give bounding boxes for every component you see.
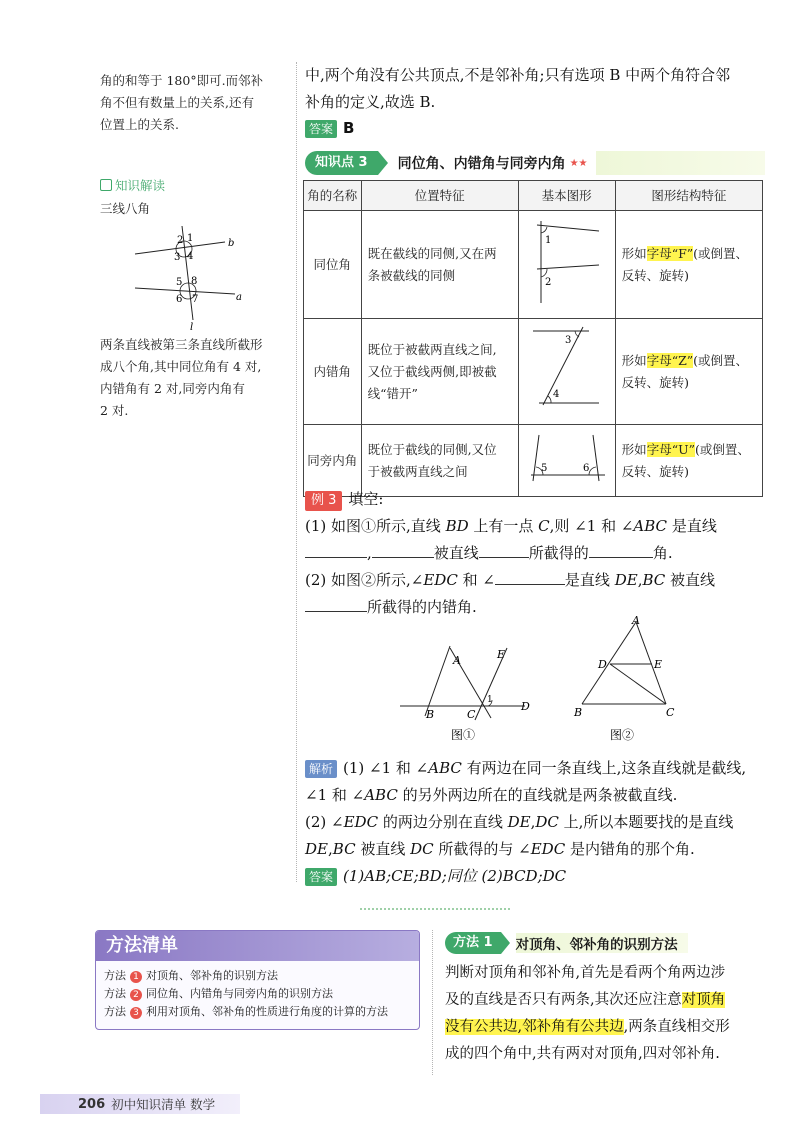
section-divider bbox=[360, 908, 510, 910]
text: 和 ∠ bbox=[457, 571, 495, 589]
basic-figure bbox=[518, 319, 615, 425]
insight-title: 三线八角 bbox=[100, 201, 151, 216]
cell-line: 既位于截线的同侧,又位 bbox=[367, 441, 497, 457]
structure-feature bbox=[615, 319, 762, 425]
fig2-label: B bbox=[574, 706, 583, 719]
column-divider bbox=[432, 930, 433, 1075]
table-row bbox=[304, 211, 763, 319]
text: 所截得的内错角. bbox=[367, 598, 477, 616]
insight-label bbox=[100, 176, 165, 194]
highlight-text: 对顶角 bbox=[681, 992, 726, 1008]
sidebar-description bbox=[100, 334, 290, 422]
text: 被直线 bbox=[665, 571, 716, 589]
cell-line: 又位于截线两侧,即被截 bbox=[367, 363, 497, 379]
answer-blank[interactable] bbox=[589, 541, 653, 558]
angle-name: 同旁内角 bbox=[304, 425, 362, 497]
cell-line: 线“错开” bbox=[367, 385, 418, 401]
angle-name: 同位角 bbox=[304, 211, 362, 319]
table-header: 角的名称 bbox=[304, 181, 362, 211]
column-divider bbox=[296, 62, 297, 882]
method-number-badge: 1 bbox=[130, 971, 142, 983]
text: 上,所以本题要找的是直线 bbox=[558, 813, 734, 831]
book-title: 初中知识清单 数学 bbox=[111, 1097, 216, 1112]
question-1-line bbox=[305, 513, 775, 540]
text: ,两条直线相交形 bbox=[623, 1019, 730, 1035]
diagram-label: a bbox=[236, 292, 242, 303]
text: ∠1 和 ∠ bbox=[305, 786, 365, 804]
sidebar-note bbox=[100, 70, 290, 136]
knowledge-header bbox=[305, 150, 765, 176]
text: 同位角、内错角与同旁内角的识别方法 bbox=[146, 987, 333, 1000]
diagram-label: 3 bbox=[174, 252, 181, 263]
answer-blank[interactable] bbox=[372, 541, 434, 558]
answer-label: 答案 bbox=[305, 120, 337, 138]
text: BC bbox=[642, 571, 666, 589]
text: 上有一点 bbox=[468, 517, 539, 535]
method-list-header bbox=[96, 931, 419, 961]
question-2-blanks bbox=[305, 594, 775, 621]
f-shape-figure bbox=[519, 211, 615, 311]
feature-suffix: (或倒置、 bbox=[693, 352, 749, 368]
sidebar-note-line: 位置上的关系. bbox=[100, 117, 179, 132]
method-number-badge: 2 bbox=[130, 989, 142, 1001]
basic-figure bbox=[518, 211, 615, 319]
table-header: 图形结构特征 bbox=[615, 181, 762, 211]
diagram-label: 2 bbox=[177, 235, 184, 246]
table-row bbox=[304, 319, 763, 425]
text-line bbox=[445, 1014, 775, 1041]
feature-line: 反转、旋转) bbox=[621, 374, 690, 390]
feature-suffix: (或倒置、 bbox=[693, 245, 749, 261]
method-list-item[interactable] bbox=[104, 985, 411, 1003]
method-number-badge: 3 bbox=[130, 1007, 142, 1019]
sidebar-desc-line: 两条直线被第三条直线所截形 bbox=[100, 337, 263, 352]
text: 方法 bbox=[104, 987, 126, 1000]
book-icon bbox=[100, 179, 112, 191]
text: , bbox=[637, 571, 643, 589]
text: 的两边分别在直线 bbox=[378, 813, 508, 831]
figure-label: 3 bbox=[564, 335, 572, 346]
table-header: 位置特征 bbox=[361, 181, 518, 211]
text: (2) ∠ bbox=[305, 813, 344, 831]
position-feature bbox=[361, 319, 518, 425]
structure-feature bbox=[615, 211, 762, 319]
feature-highlight: 字母“U” bbox=[646, 441, 696, 457]
text: DC bbox=[410, 840, 434, 858]
badge-arrow bbox=[378, 151, 388, 175]
text: 是直线 bbox=[564, 571, 615, 589]
text: (1) 如图①所示,直线 bbox=[305, 517, 446, 535]
text: DC bbox=[535, 813, 559, 831]
cell-line: 条被截线的同侧 bbox=[367, 267, 456, 283]
analysis-line bbox=[305, 782, 775, 809]
knowledge-title: 同位角、内错角与同旁内角 bbox=[397, 156, 566, 172]
feature-suffix: (或倒置、 bbox=[695, 441, 750, 457]
text: (1) ∠1 和 ∠ bbox=[343, 759, 429, 777]
answer-value: B bbox=[343, 119, 355, 137]
page-footer bbox=[40, 1094, 240, 1114]
method-1-header bbox=[445, 931, 765, 955]
text: (2) 如图②所示,∠ bbox=[305, 571, 424, 589]
text: , bbox=[327, 840, 333, 858]
text: , bbox=[367, 544, 372, 562]
fig2-label: A bbox=[632, 614, 640, 627]
figure-label: 5 bbox=[540, 463, 548, 474]
text: EDC bbox=[530, 840, 566, 858]
difficulty-stars: ★★ bbox=[569, 157, 588, 169]
analysis-line bbox=[305, 836, 775, 863]
fig1-label: A bbox=[453, 654, 461, 667]
question-1-blanks bbox=[305, 540, 775, 567]
sidebar-desc-line: 2 对. bbox=[100, 403, 129, 418]
question-2-line bbox=[305, 567, 775, 594]
fig1-label: D bbox=[521, 700, 530, 713]
answer-label: 答案 bbox=[305, 868, 337, 886]
text-line: 成的四个角中,共有两对对顶角,四对邻补角. bbox=[445, 1046, 720, 1062]
fig1-label: E bbox=[497, 648, 506, 661]
fig2-label: C bbox=[666, 706, 675, 719]
feature-highlight: 字母“F” bbox=[646, 245, 694, 261]
diagram-label: 1 bbox=[187, 233, 194, 244]
diagram-label: 4 bbox=[187, 251, 194, 262]
angle-types-table bbox=[303, 180, 763, 497]
text: 是内错角的那个角. bbox=[565, 840, 695, 858]
analysis-label: 解析 bbox=[305, 760, 337, 778]
figure-label: 6 bbox=[582, 463, 590, 474]
text: , bbox=[530, 813, 536, 831]
text: 的另外两边所在的直线就是两条被截直线. bbox=[397, 786, 678, 804]
text: 被直线 bbox=[433, 544, 479, 562]
figure-label: 4 bbox=[552, 389, 560, 400]
text-line: 中,两个角没有公共顶点,不是邻补角;只有选项 B 中两个角符合邻 bbox=[305, 66, 731, 84]
answer-blank[interactable] bbox=[479, 541, 529, 558]
sidebar-note-line: 角的和等于 180°即可.而邻补 bbox=[100, 73, 264, 88]
example-3 bbox=[305, 486, 775, 621]
figure-label: 2 bbox=[544, 277, 552, 288]
z-shape-figure bbox=[519, 319, 615, 417]
table-header: 基本图形 bbox=[518, 181, 615, 211]
text: 被直线 bbox=[355, 840, 411, 858]
fig2-label: D bbox=[598, 658, 607, 671]
analysis-answer bbox=[305, 863, 775, 890]
fig1-caption: 图① bbox=[451, 728, 476, 740]
diagram-label: 7 bbox=[192, 294, 199, 305]
position-feature bbox=[361, 211, 518, 319]
header-band bbox=[596, 151, 765, 175]
table-header-row bbox=[304, 181, 763, 211]
cell-line: 既在截线的同侧,又在两 bbox=[367, 245, 497, 261]
example-title: 填空: bbox=[348, 490, 384, 508]
method-list-item[interactable] bbox=[104, 1003, 411, 1021]
method-1-badge: 方法 1 bbox=[445, 932, 501, 954]
feature-prefix: 形如 bbox=[621, 245, 647, 261]
diagram-label: 5 bbox=[176, 277, 183, 288]
figure-label: 1 bbox=[544, 235, 552, 246]
text: 方法 bbox=[104, 969, 126, 982]
text: 角. bbox=[652, 544, 673, 562]
text: 及的直线是否只有两条,其次还应注意 bbox=[445, 992, 682, 1008]
text: DE bbox=[305, 840, 328, 858]
three-lines-eight-angles-diagram bbox=[130, 222, 260, 332]
u-shape-figure bbox=[519, 425, 615, 489]
top-continuation bbox=[305, 62, 775, 140]
page-number: 206 bbox=[78, 1096, 106, 1112]
text: DE bbox=[507, 813, 531, 831]
badge-arrow bbox=[501, 932, 510, 954]
diagram-label: b bbox=[228, 238, 235, 249]
answer-text: (1)AB;CE;BD;同位 (2)BCD;DC bbox=[343, 867, 567, 885]
method-list-box bbox=[95, 930, 420, 1030]
text: DE bbox=[614, 571, 638, 589]
text: EDC bbox=[423, 571, 458, 589]
highlight-text: 没有公共边,邻补角有公共边 bbox=[445, 1019, 624, 1035]
answer-blank[interactable] bbox=[305, 595, 367, 612]
text: ABC bbox=[364, 786, 398, 804]
figure-2 bbox=[570, 614, 680, 744]
text: BC bbox=[332, 840, 356, 858]
text: 所截得的 bbox=[528, 544, 589, 562]
cell-line: 既位于被截两直线之间, bbox=[367, 341, 497, 357]
insight-label-text: 知识解读 bbox=[115, 178, 166, 193]
fig2-label: E bbox=[654, 658, 663, 671]
method-1-body bbox=[445, 960, 775, 1068]
text: C bbox=[538, 517, 550, 535]
diagram-label: 8 bbox=[191, 276, 198, 287]
text: 有两边在同一条直线上,这条直线就是截线, bbox=[461, 759, 747, 777]
method-1-title: 对顶角、邻补角的识别方法 bbox=[516, 933, 688, 953]
text: 是直线 bbox=[667, 517, 717, 535]
figure-1 bbox=[395, 640, 545, 740]
diagram-label: 6 bbox=[176, 294, 183, 305]
text-line: 补角的定义,故选 B. bbox=[305, 93, 436, 111]
angle-name: 内错角 bbox=[304, 319, 362, 425]
fig1-label: C bbox=[467, 708, 476, 721]
feature-line: 反转、旋转) bbox=[621, 267, 690, 283]
answer-blank[interactable] bbox=[305, 541, 367, 558]
text: 所截得的与 ∠ bbox=[433, 840, 531, 858]
text: EDC bbox=[343, 813, 379, 831]
text: 对顶角、邻补角的识别方法 bbox=[146, 969, 278, 982]
knowledge-badge: 知识点 3 bbox=[305, 151, 378, 175]
analysis bbox=[305, 755, 775, 890]
feature-prefix: 形如 bbox=[621, 441, 647, 457]
feature-highlight: 字母“Z” bbox=[646, 352, 694, 368]
fig1-label: B bbox=[426, 708, 435, 721]
method-list-title: 方法清单 bbox=[106, 935, 178, 956]
text: BD bbox=[445, 517, 469, 535]
text: ABC bbox=[428, 759, 462, 777]
answer-blank[interactable] bbox=[495, 568, 565, 585]
cell-line: 于被截两直线之间 bbox=[367, 463, 468, 479]
example-label: 例 3 bbox=[305, 491, 342, 511]
feature-line: 反转、旋转) bbox=[621, 463, 690, 479]
diagram-label: l bbox=[190, 322, 194, 332]
text: 方法 bbox=[104, 1005, 126, 1018]
method-list-item[interactable] bbox=[104, 967, 411, 985]
fig1-label: 1 bbox=[487, 695, 493, 705]
text: ,则 ∠1 和 ∠ bbox=[549, 517, 634, 535]
text-line bbox=[445, 987, 775, 1014]
sidebar-desc-line: 成八个角,其中同位角有 4 对, bbox=[100, 359, 262, 374]
sidebar-note-line: 角不但有数量上的关系,还有 bbox=[100, 95, 254, 110]
text: ABC bbox=[633, 517, 668, 535]
text: 利用对顶角、邻补角的性质进行角度的计算的方法 bbox=[146, 1005, 388, 1018]
text-line: 判断对顶角和邻补角,首先是看两个角两边涉 bbox=[445, 965, 726, 981]
analysis-line bbox=[305, 809, 775, 836]
feature-prefix: 形如 bbox=[621, 352, 647, 368]
analysis-line bbox=[305, 755, 775, 782]
fig2-caption: 图② bbox=[610, 728, 635, 742]
method-list bbox=[96, 961, 419, 1027]
sidebar-desc-line: 内错角有 2 对,同旁内角有 bbox=[100, 381, 245, 396]
